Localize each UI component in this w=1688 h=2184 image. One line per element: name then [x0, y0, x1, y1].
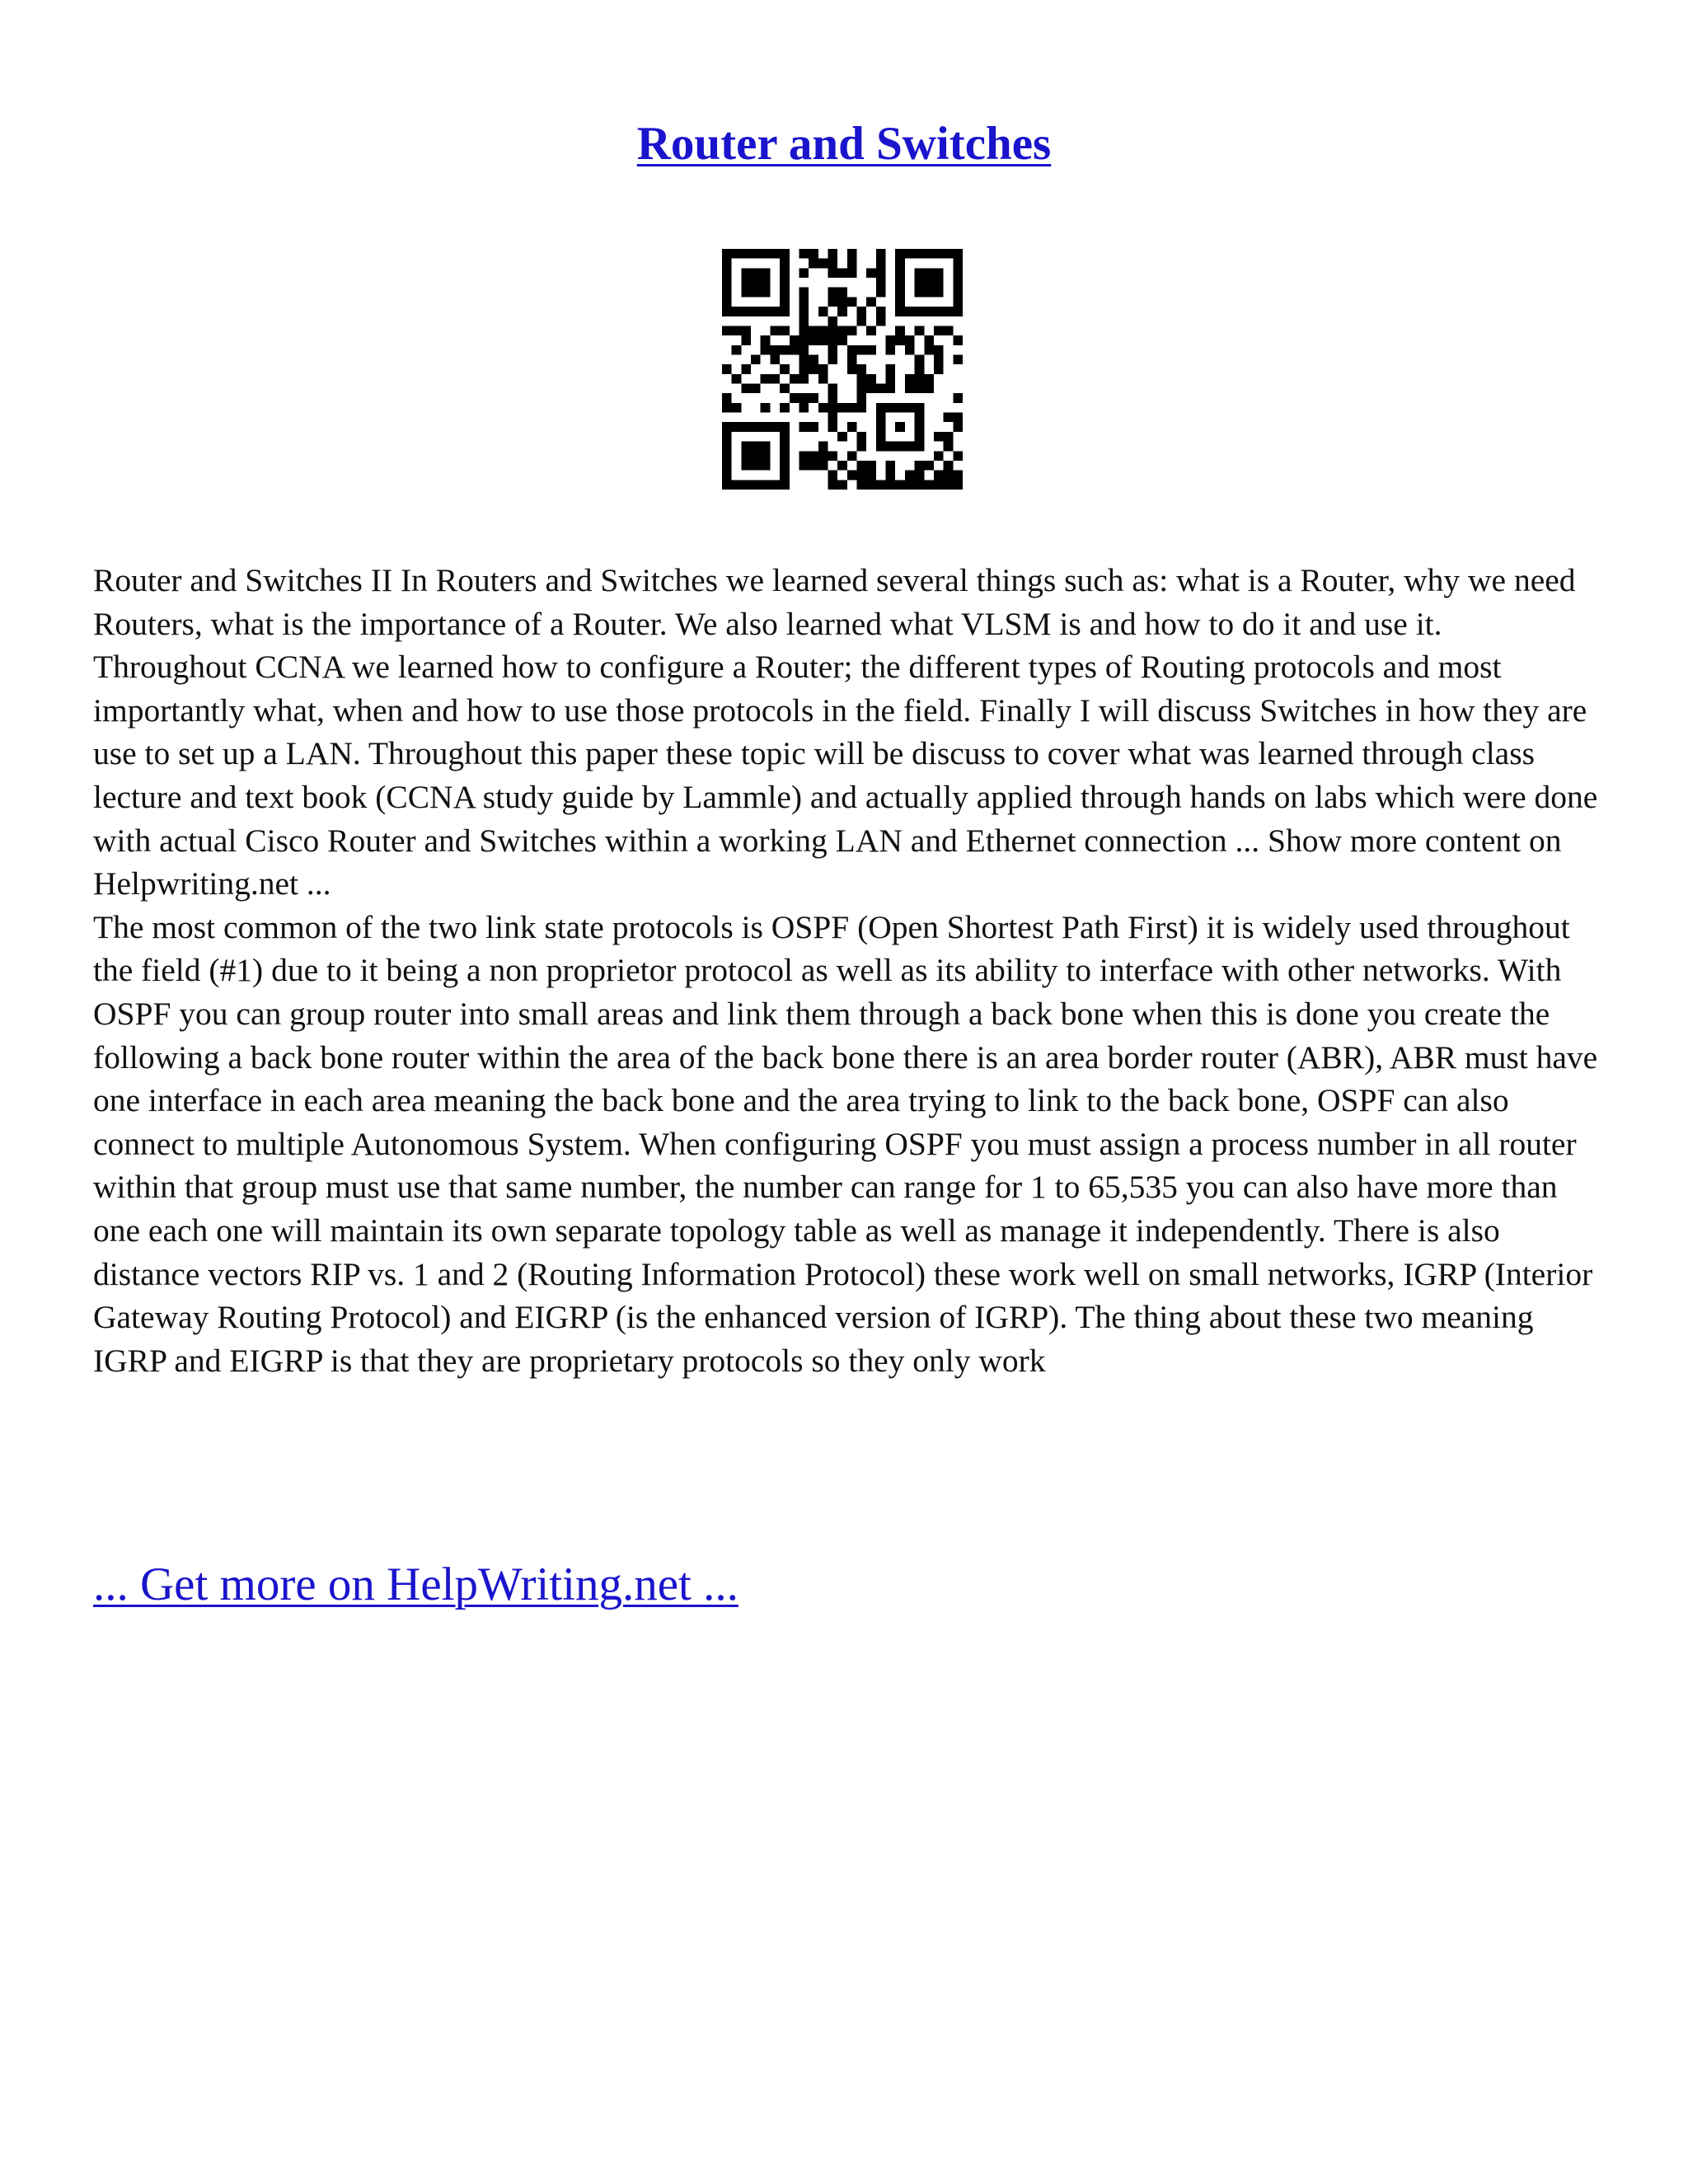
- more-link-container: [93, 1556, 738, 1614]
- article-body: [93, 559, 1601, 1382]
- page-title: [0, 115, 1688, 173]
- get-more-link[interactable]: ... Get more on HelpWriting.net ...: [93, 1558, 738, 1610]
- paragraph-1: Router and Switches II In Routers and Switches we learned several things such as: what is a Router, why we need Routers, what is the importance of a Router. We also learned what VLSM is and how to do it and use it. Throughout CCNA we learned how to configure a Router; the different types of Routing protocols and most importantly what, when and how to use those protocols in the field. Finally I will discuss Switches in how they are use to set up a LAN. Throughout this paper these topic will be discuss to cover what was learned through class lecture and text book (CCNA study guide by Lammle) and actually applied through hands on labs which were done with actual Cisco Router and Switches within a working LAN and Ethernet connection ... Show more content on Helpwriting.net ...: [93, 562, 1598, 902]
- qr-code-icon: [722, 249, 963, 490]
- title-link[interactable]: Router and Switches: [636, 118, 1052, 170]
- paragraph-2: The most common of the two link state protocols is OSPF (Open Shortest Path First) it is widely used throughout the field (#1) due to it being a non proprietor protocol as well as its ability to interface with other networks. With OSPF you can group router into small areas and link them through a back bone when this is done you create the following a back bone router within the area of the back bone there is an area border router (ABR), ABR must have one interface in each area meaning the back bone and the area trying to link to the back bone, OSPF can also connect to multiple Autonomous System. When configuring OSPF you must assign a process number in all router within that group must use that same number, the number can range for 1 to 65,535 you can also have more than one each one will maintain its own separate topology table as well as manage it independently. There is also distance vectors RIP vs. 1 and 2 (Routing Information Protocol) these work well on small networks, IGRP (Interior Gateway Routing Protocol) and EIGRP (is the enhanced version of IGRP). The thing about these two meaning IGRP and EIGRP is that they are proprietary protocols so they only work: [93, 908, 1598, 1379]
